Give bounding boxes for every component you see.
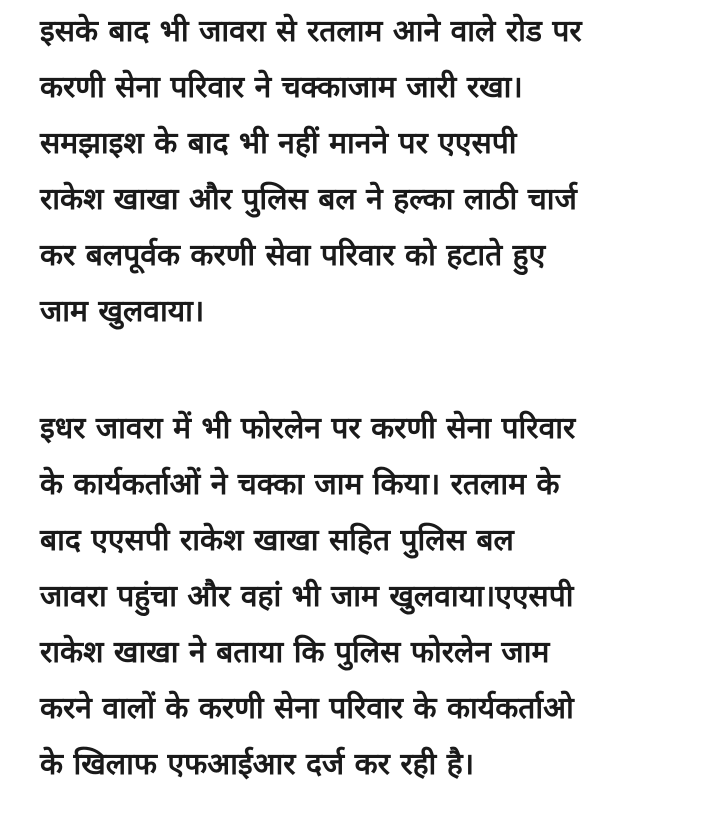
text-line: इधर जावरा में भी फोरलेन पर करणी सेना परिवार [40, 411, 576, 446]
text-line: करने वालों के करणी सेना परिवार के कार्यकर्ताओ [40, 691, 574, 726]
text-line: जावरा पहुंचा और वहां भी जाम खुलवाया।एएसपी [40, 579, 574, 614]
text-line: राकेश खाखा ने बताया कि पुलिस फोरलेन जाम [40, 635, 550, 670]
text-line: जाम खुलवाया। [40, 294, 205, 329]
text-line: के खिलाफ एफआईआर दर्ज कर रही है। [40, 747, 475, 782]
text-line: कर बलपूर्वक करणी सेवा परिवार को हटाते हुए [40, 238, 546, 273]
text-line: के कार्यकर्ताओं ने चक्का जाम किया। रतलाम के [40, 467, 560, 502]
text-line: समझाइश के बाद भी नहीं मानने पर एएसपी [40, 126, 517, 161]
text-line: इसके बाद भी जावरा से रतलाम आने वाले रोड पर [40, 14, 582, 49]
text-line: करणी सेना परिवार ने चक्काजाम जारी रखा। [40, 70, 523, 105]
text-line: राकेश खाखा और पुलिस बल ने हल्का लाठी चार्ज [40, 182, 577, 217]
text-line: बाद एएसपी राकेश खाखा सहित पुलिस बल [40, 523, 514, 558]
